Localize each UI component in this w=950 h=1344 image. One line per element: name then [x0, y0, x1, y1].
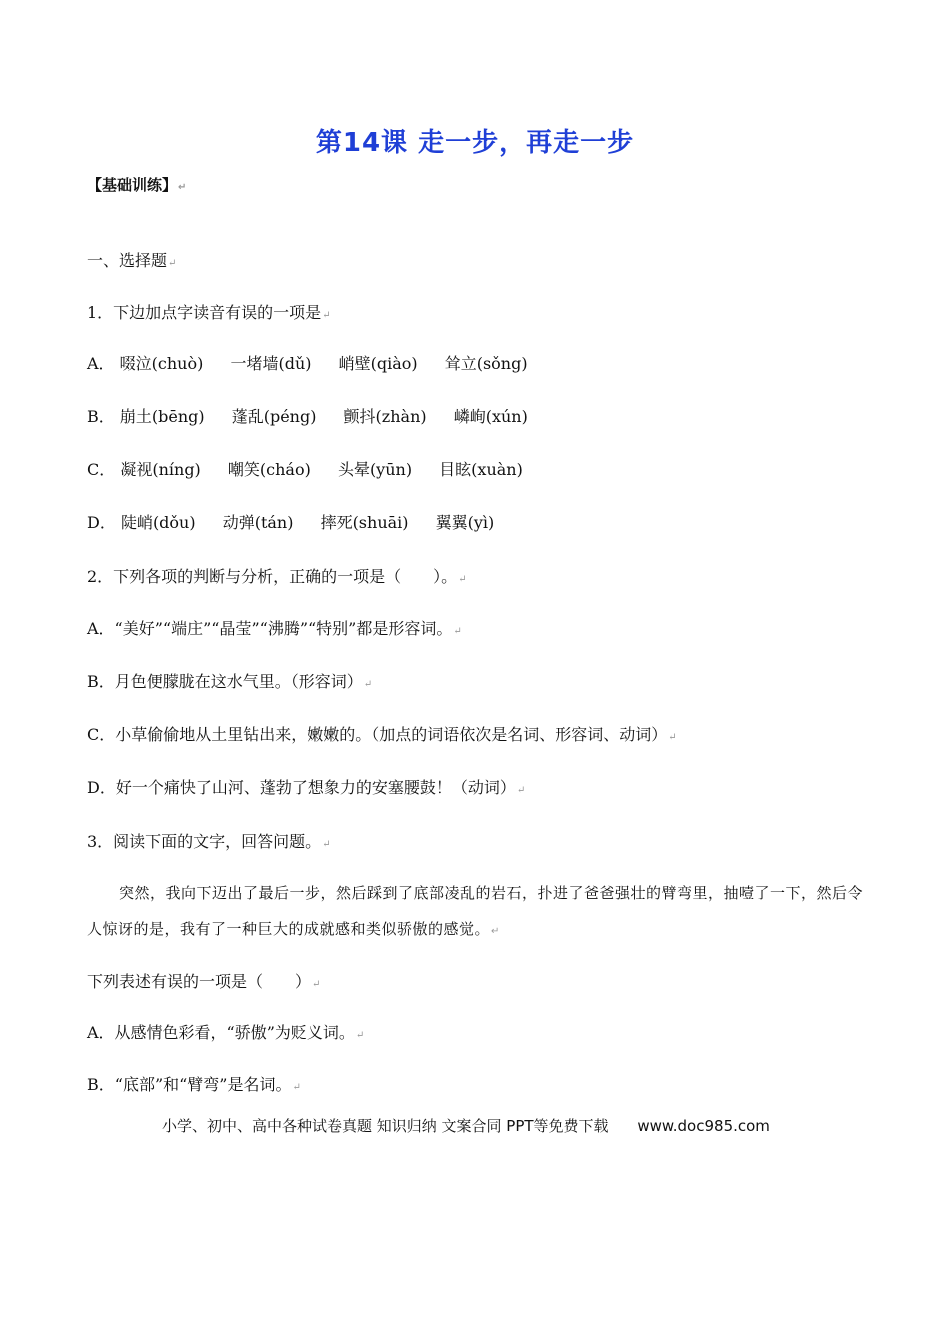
question-1-option-b: B． 崩土(bēng) 蓬乱(péng) 颤抖(zhàn) 嶙峋(xún) [87, 407, 528, 426]
option-item: 头晕(yūn) [337, 460, 413, 479]
footer-url[interactable]: www.doc985.com [637, 1117, 770, 1135]
option-item: 动弹(tán) [222, 513, 294, 532]
question-3-stem: 3．阅读下面的文字，回答问题。↵ [87, 832, 331, 851]
question-3-option-b: B．“底部”和“臂弯”是名词。↵ [87, 1075, 301, 1094]
page-footer [162, 1115, 770, 1136]
page-title: 第14课 走一步，再走一步 [315, 128, 635, 158]
option-item: 耸立(sǒng) [444, 354, 528, 373]
question-3-sub-stem: 下列表述有误的一项是（ ）↵ [87, 972, 321, 991]
option-item: 陡峭(dǒu) [120, 513, 196, 532]
option-item: 翼翼(yì) [435, 513, 495, 532]
question-2-stem: 2．下列各项的判断与分析，正确的一项是（ ）。↵ [87, 567, 467, 586]
question-3-option-a: A．从感情色彩看，“骄傲”为贬义词。↵ [87, 1023, 365, 1042]
option-item: 凝视(níng) [120, 460, 201, 479]
option-item: 摔死(shuāi) [320, 513, 409, 532]
part-heading: 一、选择题↵ [87, 251, 177, 270]
option-item: 崩土(bēng) [119, 407, 205, 426]
option-item: 嘲笑(cháo) [227, 460, 311, 479]
reading-passage: 突然，我向下迈出了最后一步，然后踩到了底部凌乱的岩石，扑进了爸爸强壮的臂弯里，抽噎了一下，然后令人惊讶的是，我有了一种巨大的成就感和类似骄傲的感觉。↵ [87, 884, 864, 938]
option-item: 啜泣(chuò) [119, 354, 204, 373]
question-2-option-b: B．月色便朦胧在这水气里。（形容词）↵ [87, 672, 373, 691]
question-1-option-a: A． 啜泣(chuò) 一堵墙(dǔ) 峭壁(qiào) 耸立(sǒng) [87, 354, 528, 373]
option-item: 一堵墙(dǔ) [230, 354, 312, 373]
option-item: 嶙峋(xún) [453, 407, 528, 426]
option-item: 颤抖(zhàn) [343, 407, 427, 426]
question-2-option-d: D．好一个痛快了山河、蓬勃了想象力的安塞腰鼓！（动词）↵ [87, 778, 526, 797]
question-1-option-c: C． 凝视(níng) 嘲笑(cháo) 头晕(yūn) 目眩(xuàn) [87, 460, 523, 479]
option-item: 峭壁(qiào) [338, 354, 418, 373]
footer-text: 小学、初中、高中各种试卷真题 知识归纳 文案合同 PPT等免费下载 [162, 1117, 609, 1135]
option-item: 蓬乱(péng) [231, 407, 317, 426]
question-1-stem: 1．下边加点字读音有误的一项是↵ [87, 303, 331, 322]
section-heading: 【基础训练】↵ [87, 176, 187, 194]
question-2-option-a: A．“美好”“端庄”“晶莹”“沸腾”“特别”都是形容词。↵ [87, 619, 462, 638]
option-item: 目眩(xuàn) [439, 460, 523, 479]
question-1-option-d: D． 陡峭(dǒu) 动弹(tán) 摔死(shuāi) 翼翼(yì) [87, 513, 495, 532]
question-2-option-c: C．小草偷偷地从土里钻出来，嫩嫩的。（加点的词语依次是名词、形容词、动词）↵ [87, 725, 677, 744]
